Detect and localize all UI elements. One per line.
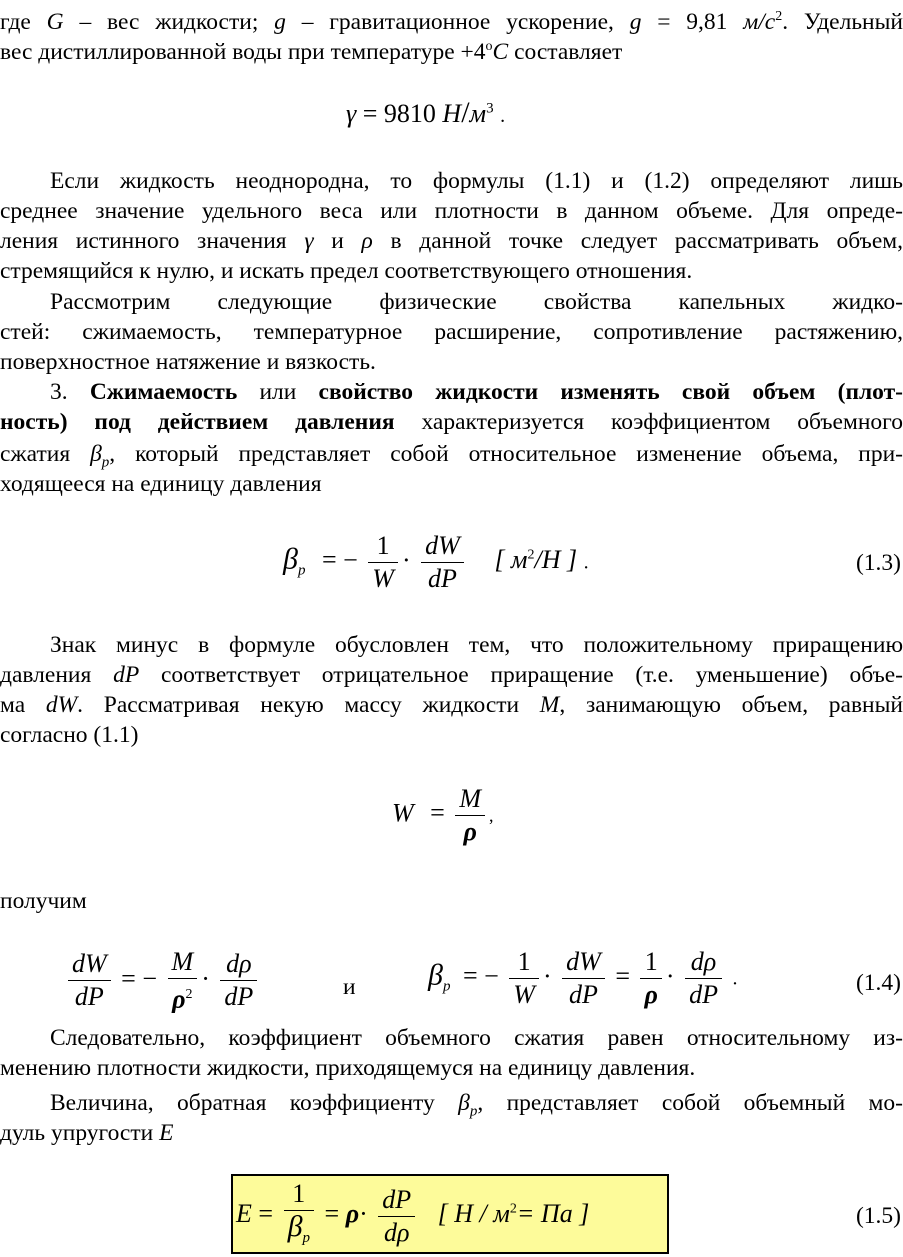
text-line: среднее значение удельного веса или плотности в данном объеме. Для опреде- — [0, 198, 903, 224]
text-line: Рассмотрим следующие физические свойства капельных жидко- — [50, 289, 903, 315]
text-line: стремящийся к нулю, и искать предел соответствующего отношения. — [0, 258, 693, 284]
text-line: Величина, обратная коэффициенту $\beta_p$, представляет собой объемный мо- — [50, 1090, 903, 1120]
equation-volume: W = $\frac{M}{\rho}$ , — [392, 784, 494, 846]
text-line: Если жидкость неоднородна, то формулы (1.1) и (1.2) определяют лишь — [50, 168, 903, 194]
text-line: менению плотности жидкости, приходящемуся на единицу давления. — [0, 1055, 696, 1081]
text-line: сжатия $\beta_p$, который представляет собой относительное изменение объема, при- — [0, 441, 903, 471]
equation-specific-weight: γ = 9810 $Н/м^3$ . — [346, 96, 506, 129]
text-line: получим — [0, 888, 87, 914]
text-line: Знак минус в формуле обусловлен тем, что положительному приращению — [50, 632, 903, 658]
text-line: ходящееся на единицу давления — [0, 471, 322, 497]
equation-1-4-right: $\beta_p$ = − $\frac{1}{W}$ · $\frac{dW}{dP}$ = $\frac{1}{\rho}$ · $\frac{d\rho}{dP}$ . — [428, 947, 738, 1009]
text-line: дуль упругости E — [0, 1120, 174, 1146]
text-line: ма dW. Рассматривая некую массу жидкости M, занимающую объем, равный — [0, 692, 903, 718]
equation-number: (1.4) — [855, 970, 901, 996]
text-line: ления истинного значения γ и ρ в данной точке следует рассматривать объем, — [0, 228, 903, 254]
equation-number: (1.5) — [855, 1203, 901, 1229]
text-line: Следовательно, коэффициент объемного сжатия равен относительному из- — [50, 1025, 903, 1051]
equation-1-4-conjunction: и — [343, 974, 356, 1000]
equation-1-5: E = $\frac{1}{\beta_p}$ = ρ· $\frac{dP}{d\rho}$ [ $Н / м^2=$ Па ] — [236, 1179, 590, 1247]
text-line: ность) под действием давления характеризуется коэффициентом объемного — [0, 409, 903, 435]
equation-number: (1.3) — [855, 550, 901, 576]
text-line: поверхностное натяжение и вязкость. — [0, 349, 376, 375]
equation-1-3: $\beta_p$ = − $\frac{1}{W}$ · $\frac{dW}{dP}$ [ $м^2/Н$ ] . — [283, 531, 589, 593]
text-line: согласно (1.1) — [0, 722, 139, 748]
equation-1-4-left: $\frac{dW}{dP}$ = − $\frac{M}{\rho^2}$ · $\frac{d\rho}{dP}$ — [64, 946, 261, 1016]
text-line: стей: сжимаемость, температурное расширение, сопротивление растяжению, — [0, 319, 903, 345]
text-line: давления dP соответствует отрицательное приращение (т.е. уменьшение) объе- — [0, 662, 903, 688]
text-line: вес дистиллированной воды при температуре $+4^оC$ составляет — [0, 38, 623, 65]
text-line: где G – вес жидкости; g – гравитационное ускорение, g = 9,81 $м/с^2$. Удельный — [0, 8, 903, 35]
text-line: 3. Сжимаемость или свойство жидкости изменять свой объем (плот- — [50, 379, 903, 405]
